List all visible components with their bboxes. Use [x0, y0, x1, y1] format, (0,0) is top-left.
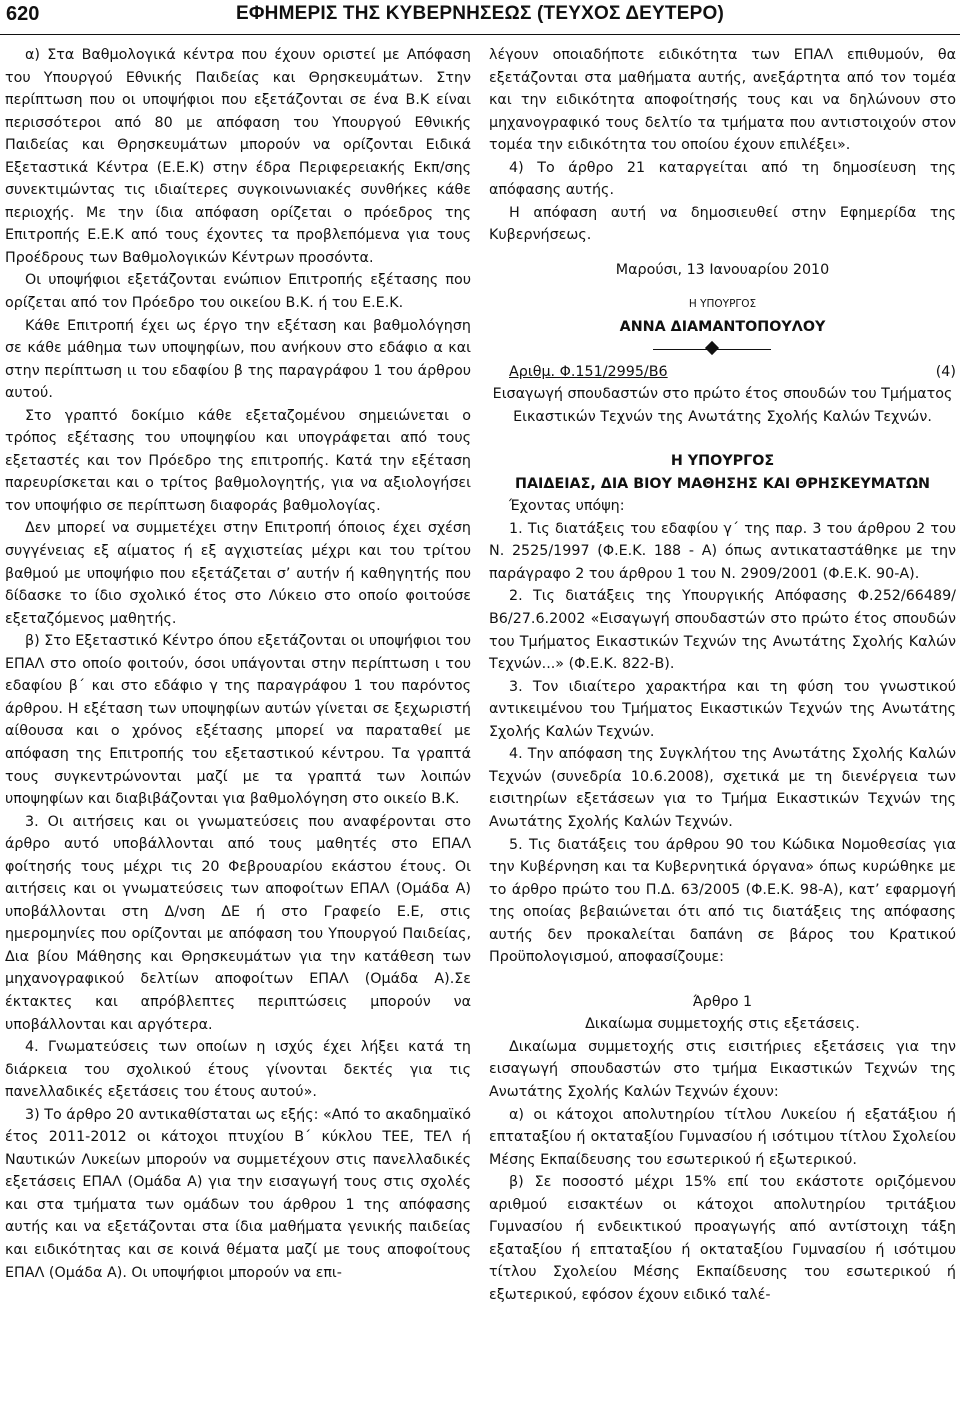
place-date: Μαρούσι, 13 Ιανουαρίου 2010 — [615, 261, 830, 278]
decision-ref: (4) — [935, 363, 956, 380]
list-item: 2. Τις διατάξεις της Υπουργικής Απόφασης Φ.252/66489/Β6/27.6.2002 «Εισαγωγή σπουδαστών στο πρώτο έτος σπουδών του Τμήματος Εικαστικών Τεχνών της Ανωτάτης Σχολής Καλών Τεχνών...» (Φ.Ε.Κ. 822-Β). — [489, 588, 956, 673]
paragraph: β) Σε ποσοστό μέχρι 15% επί του εκάστοτε οριζόμενου αριθμού εισακτέων οι κάτοχοι απολυτηρίου τριτάξιου Γυμνασίου ή ενδεικτικού προαγωγής από αντίστοιχη τάξη εξαταξίου ή επταταξίου ή οκταταξίου Γυμνασίου ή ισότιμου τίτλου Σχολείου Μέσης Εκπαίδευσης του εσωτερικού ή εξωτερικού, εφόσον έχουν ειδικό ταλέ- — [489, 1174, 956, 1303]
paragraph: Η απόφαση αυτή να δημοσιευθεί στην Εφημερίδα της Κυβερνήσεως. — [489, 204, 956, 244]
article-title: Άρθρο 1 — [692, 993, 753, 1010]
paragraph: 3) Το άρθρο 20 αντικαθίσταται ως εξής: «Από το ακαδημαϊκό έτος 2011-2012 οι κάτοχοι πτυχίου Β΄ κύκλου ΤΕΕ, ΤΕΛ ή Ναυτικών Λυκείων μπορούν να συμμετέχουν στις πανελλαδικές εξετάσεις ΕΠΑΛ (Ομάδα Α) για την εισαγωγή τους στις σχολές και στα τμήματα των ομάδων του άρθρου 1 της απόφασης αυτής και να εξετάζονται στα ίδια μαθήματα γενικής παιδείας και ειδικότητας και σε κοινά θέματα μαζί με τους αποφοίτους ΕΠΑΛ (Ομάδα Α). Οι υποψήφιοι μπορούν να επι- — [5, 1106, 471, 1281]
paragraph: Δικαίωμα συμμετοχής στις εισιτήριες εξετάσεις για την εισαγωγή σπουδαστών στο τμήμα Εικαστικών Τεχνών της Ανωτάτης Σχολής Καλών Τεχνών έχουν: — [489, 1038, 956, 1100]
paragraph: Δεν μπορεί να συμμετέχει στην Επιτροπή όποιος έχει σχέση συγγένειας εξ αίματος ή εξ αγχιστείας μέχρι και του τρίτου βαθμού με υποψήφιο που εξετάζεται σ’ αυτήν ή καθηγητής που δίδασκε το ίδιο σχολικό έτος στο Λύκειο στο οποίο φοιτούσε εξεταζόμενος μαθητής. — [5, 520, 471, 627]
list-item: 4. Την απόφαση της Συγκλήτου της Ανωτάτης Σχολής Καλών Τεχνών (συνεδρία 10.6.2008), σχετικά με τη διενέργεια των εισιτηρίων εξετάσεων για το Τμήμα Εικαστικών Τεχνών της Ανωτάτης Σχολής Καλών Τεχνών. — [489, 746, 956, 830]
decision-header — [489, 361, 956, 384]
right-column — [489, 44, 956, 1306]
gazette-title: ΕΦΗΜΕΡΙΣ ΤΗΣ ΚΥΒΕΡΝΗΣΕΩΣ (ΤΕΥΧΟΣ ΔΕΥΤΕΡΟ) — [236, 3, 724, 24]
authority-title: Η ΥΠΟΥΡΓΟΣ — [670, 453, 775, 470]
decision-subject: Εισαγωγή σπουδαστών στο πρώτο έτος σπουδών του Τμήματος Εικαστικών Τεχνών της Ανωτάτης Σχολής Καλών Τεχνών. — [492, 386, 953, 425]
paragraph: Κάθε Επιτροπή έχει ως έργο την εξέταση και βαθμολόγηση σε κάθε μάθημα των υποψηφίων, που ανήκουν στο εδάφιο α και στην περίπτωση ιι του εδαφίου β της παραγράφου 1 του άρθρου αυτού. — [5, 317, 471, 402]
decision-number: Αριθμ. Φ.151/2995/Β6 — [509, 363, 668, 380]
paragraph: Στο γραπτό δοκίμιο κάθε εξεταζομένου σημειώνεται ο τρόπος εξέτασης του υποψηφίου και υπογράφεται από τους εξεταστές και τον Πρόεδρο της επιτροπής. Κατά την εξέταση παρευρίσκεται και ο τρίτος βαθμολογητής, για να αξιολογήσει τον υποψήφιο σε περίπτωση διαφοράς βαθμολογίας. — [5, 407, 471, 514]
having-regard: Έχοντας υπόψη: — [509, 498, 625, 515]
authority-ministry: ΠΑΙΔΕΙΑΣ, ΔΙΑ ΒΙΟΥ ΜΑΘΗΣΗΣ ΚΑΙ ΘΡΗΣΚΕΥΜΑΤΩΝ — [515, 475, 930, 492]
diamond-icon — [705, 340, 719, 354]
page-number: 620 — [6, 3, 40, 25]
paragraph-continuation: λέγουν οποιαδήποτε ειδικότητα των ΕΠΑΛ επιθυμούν, θα εξετάζονται στα μαθήματα αυτής, ανεξάρτητα από τον τομέα και την ειδικότητα αποφοίτησής τους και να δηλώνουν στο μηχανογραφικό τους δελτίο τα τμήματα που αντιστοιχούν στον τομέα την ειδικότητα του οποίου έχουν επιλέξει». — [489, 47, 956, 154]
header-rule — [0, 34, 960, 35]
paragraph: 3. Οι αιτήσεις και οι γνωματεύσεις που αναφέρονται στο άρθρο αυτό υποβάλλονται από τους μαθητές στο ΕΠΑΛ φοίτησής τους μέχρι τις 20 Φεβρουαρίου εκάστου έτους. Οι αιτήσεις και οι γνωματεύσεις των αποφοίτων ΕΠΑΛ (Ομάδα Α) υποβάλλονται στη Δ/νση ΔΕ ή στο Γραφείο Ε.Ε, στις ημερομηνίες που ορίζονται με απόφαση του Υπουργού Παιδείας, Δια βίου Μάθησης και Θρησκευμάτων για την κατάθεση των μηχανογραφικού δελτίων αποφοίτων ΕΠΑΛ (Ομάδα Α).Σε έκτακτες και απρόβλεπτες περιπτώσεις μπορούν να υποβάλλονται και αργότερα. — [5, 813, 471, 1033]
paragraph: 4) Το άρθρο 21 καταργείται από τη δημοσίευση της απόφασης αυτής. — [489, 159, 956, 199]
article-subtitle: Δικαίωμα συμμετοχής στις εξετάσεις. — [585, 1016, 860, 1033]
paragraph: α) Στα Βαθμολογικά κέντρα που έχουν οριστεί με Απόφαση του Υπουργού Εθνικής Παιδείας και Θρησκευμάτων. Στην περίπτωση που οι υποψήφιοι που εξετάζονται σε ένα Β.Κ είναι περισσότεροι από 80 με απόφαση του Υπουργού Εθνικής Παιδείας και Θρησκευμάτων μπορούν να ορίζονται Ειδικά Εξεταστικά Κέντρα (Ε.Ε.Κ) στην έδρα Περιφερειακής Εκπ/σης συνεκτιμώντας τις ιδιαίτερες συγκοινωνιακές συνθήκες κάθε περιοχής. Με την ίδια απόφαση ορίζεται ο πρόεδρος της Επιτροπής Ε.Ε.Κ από τους έχοντες τα προβλεπόμενα για τους Προέδρους των Βαθμολογικών Κέντρων προσόντα. — [5, 47, 471, 266]
paragraph: 4. Γνωματεύσεις των οποίων η ισχύς έχει λήξει κατά τη διάρκεια του σχολικού έτους γίνονται δεκτές για τις πανελλαδικές εξετάσεις του έτους αυτού». — [5, 1039, 471, 1101]
paragraph: Οι υποψήφιοι εξετάζονται ενώπιον Επιτροπής εξέτασης που ορίζεται από τον Πρόεδρο του οικείου Β.Κ. ή του Ε.Ε.Κ. — [5, 272, 471, 312]
list-item: 5. Τις διατάξεις του άρθρου 90 του Κώδικα Νομοθεσίας για την Κυβέρνηση και τα Κυβερνητικά όργανα» όπως κυρώθηκε με το άρθρο πρώτο του Π.Δ. 63/2005 (Φ.Ε.Κ. 98-Α), κατ’ εφαρμογή της οποίας βεβαιώνεται ότι από τις διατάξεις της απόφασης αυτής δεν προκαλείται δαπάνη σε βάρος του Κρατικού Προϋπολογισμού, αποφασίζουμε: — [489, 836, 956, 966]
page-header — [0, 0, 960, 38]
section-divider — [489, 339, 956, 361]
paragraph: α) οι κάτοχοι απολυτηρίου τίτλου Λυκείου ή εξατάξιου ή επταταξίου ή οκταταξίου Γυμνασίου ή ισότιμου τίτλου Σχολείου Μέσης Εκπαίδευσης του εσωτερικού ή εξωτερικού. — [489, 1106, 956, 1168]
minister-title: Η ΥΠΟΥΡΓΟΣ — [688, 298, 757, 311]
list-item: 3. Τον ιδιαίτερο χαρακτήρα και τη φύση του γνωστικού αντικειμένου του Τμήματος Εικαστικών Τεχνών της Ανωτάτης Σχολής Καλών Τεχνών. — [489, 678, 956, 740]
paragraph: β) Στο Εξεταστικό Κέντρο όπου εξετάζονται οι υποψήφιοι του ΕΠΑΛ στο οποίο φοιτούν, όσοι υπάγονται στην περίπτωση ι του εδαφίου β΄ και στο εδάφιο γ της παραγράφου 1 του παρόντος άρθρου. Η εξέταση των υποψηφίων αυτών γίνεται σε ξεχωριστή αίθουσα και ο χρόνος εξέτασης μπορεί να παραταθεί με απόφαση της Επιτροπής του εξεταστικού κέντρου. Τα γραπτά τους συγκεντρώνονται μαζί με τα γραπτά των λοιπών υποψηφίων και διαβιβάζονται για βαθμολόγηση στο οικείο Β.Κ. — [5, 633, 471, 808]
list-item: 1. Τις διατάξεις του εδαφίου γ΄ της παρ. 3 του άρθρου 2 του Ν. 2525/1997 (Φ.Ε.Κ. 188 - Α) όπως αντικαταστάθηκε με την παράγραφο 2 του άρθρου 1 του Ν. 2909/2001 (Φ.Ε.Κ. 90-Α). — [489, 520, 956, 582]
minister-name: ΑΝΝΑ ΔΙΑΜΑΝΤΟΠΟΥΛΟΥ — [619, 319, 826, 336]
left-column — [5, 44, 471, 1284]
